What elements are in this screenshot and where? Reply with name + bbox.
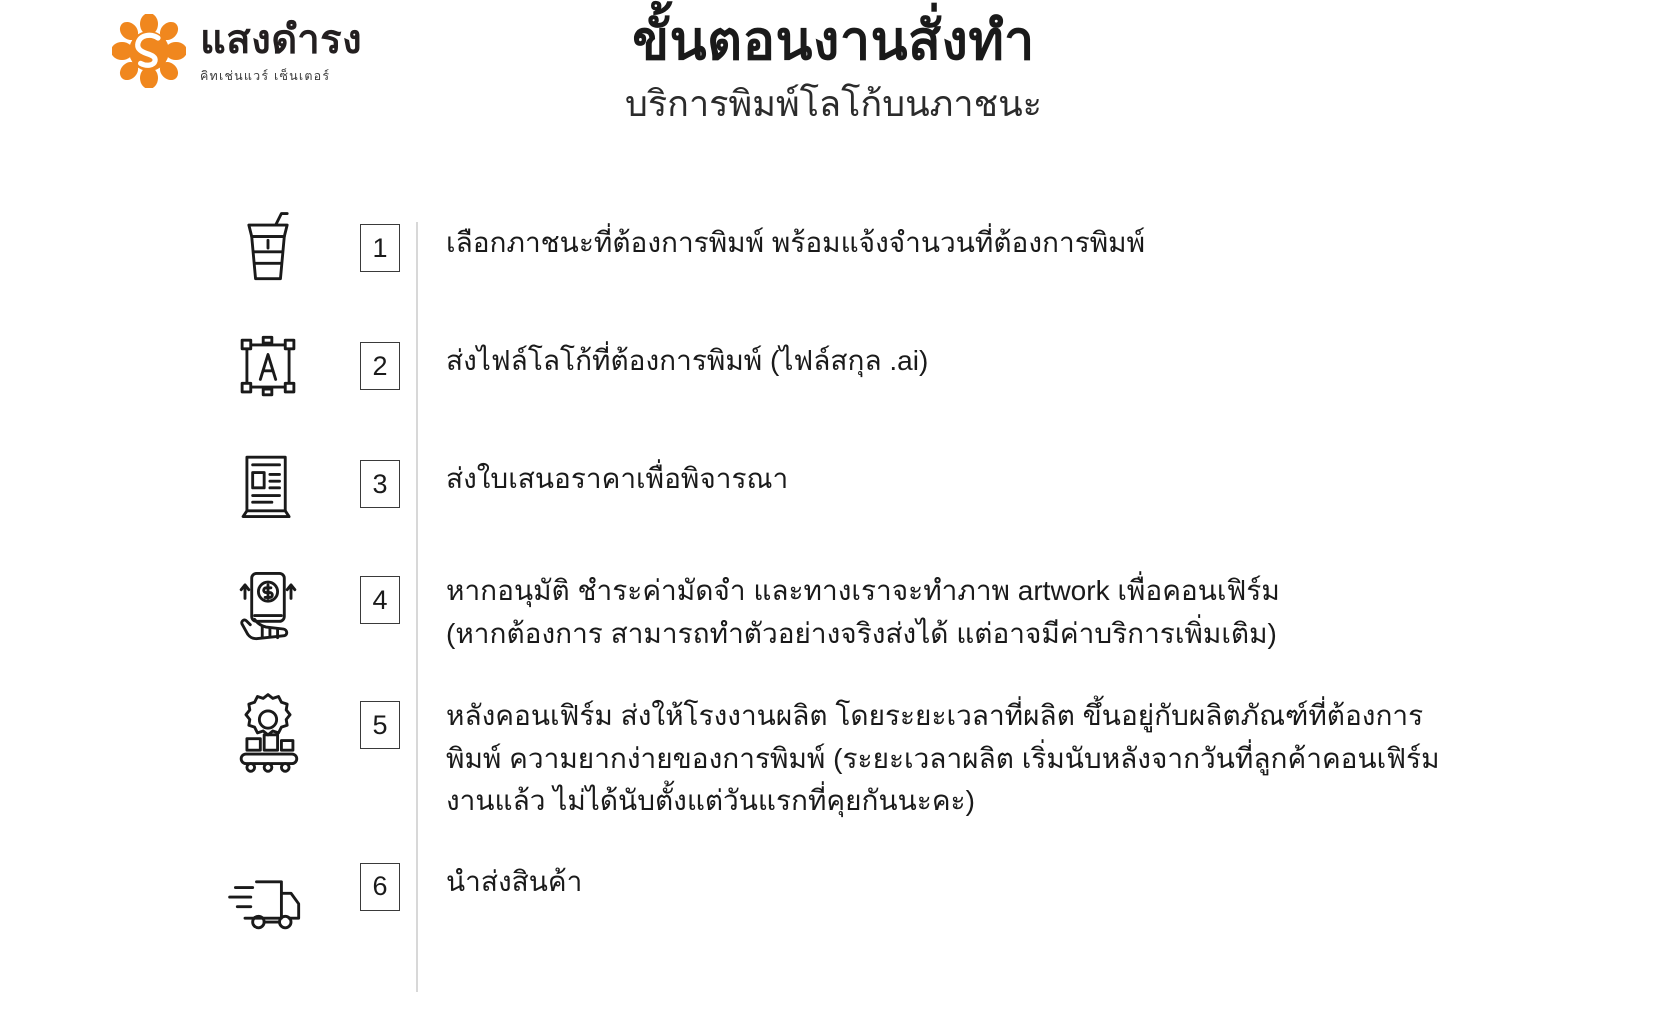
title-block — [0, 10, 1667, 125]
drink-cup-icon — [220, 200, 316, 296]
step-number-cell — [360, 849, 416, 911]
steps-timeline — [0, 178, 1667, 947]
step-number-cell — [360, 436, 416, 508]
page-header — [0, 0, 1667, 170]
step-number: 1 — [360, 224, 400, 272]
step-number-cell — [360, 200, 416, 272]
page-title: ขั้นตอนงานสั่งทำ — [632, 11, 1035, 71]
step-icon-cell — [0, 677, 360, 779]
step-text-line: งานแล้ว ไม่ได้นับตั้งแต่วันแรกที่คุยกันนะคะ) — [446, 785, 975, 817]
brand-name: แสงดำรง — [200, 18, 363, 62]
step-text-line: ส่งใบเสนอราคาเพื่อพิจารณา — [446, 463, 789, 494]
step-text — [416, 200, 1185, 265]
factory-production-icon — [220, 683, 316, 779]
step-text — [416, 552, 1320, 655]
step-text — [416, 677, 1480, 823]
step-number-cell — [360, 318, 416, 390]
step-text-line: เลือกภาชนะที่ต้องการพิมพ์ พร้อมแจ้งจำนวนที่ต้องการพิมพ์ — [446, 227, 1146, 258]
step-item — [0, 436, 1667, 532]
step-text — [416, 318, 968, 383]
step-number: 2 — [360, 342, 400, 390]
step-number: 5 — [360, 701, 400, 749]
step-item — [0, 552, 1667, 655]
step-icon-cell — [0, 436, 360, 532]
page-subtitle: บริการพิมพ์โลโก้บนภาชนะ — [624, 83, 1043, 125]
step-item — [0, 849, 1667, 947]
step-text — [416, 849, 622, 904]
brand-tagline: คิทเช่นแวร์ เซ็นเตอร์ — [200, 69, 331, 83]
step-number-cell — [360, 552, 416, 624]
step-number: 6 — [360, 863, 400, 911]
step-item — [0, 200, 1667, 296]
step-text-line: ส่งไฟล์โลโก้ที่ต้องการพิมพ์ (ไฟล์สกุล .ai) — [446, 345, 929, 376]
step-icon-cell — [0, 200, 360, 296]
step-icon-cell — [0, 318, 360, 414]
delivery-truck-icon — [220, 851, 316, 947]
step-item — [0, 677, 1667, 823]
step-text-line: (หากต้องการ สามารถทำตัวอย่างจริงส่งได้ แต่อาจมีค่าบริการเพิ่มเติม) — [446, 617, 1277, 649]
mobile-payment-icon — [220, 558, 316, 654]
quotation-document-icon — [220, 436, 316, 532]
step-icon-cell — [0, 849, 360, 947]
step-item — [0, 318, 1667, 414]
step-text — [416, 436, 828, 501]
step-text-line: นำส่งสินค้า — [446, 865, 583, 897]
step-number: 4 — [360, 576, 400, 624]
step-text-line: หลังคอนเฟิร์ม ส่งให้โรงงานผลิต โดยระยะเวลาที่ผลิต ขึ้นอยู่กับผลิตภัณฑ์ที่ต้องการ — [446, 700, 1424, 732]
step-number: 3 — [360, 460, 400, 508]
vector-artwork-file-icon — [220, 318, 316, 414]
step-text-line: หากอนุมัติ ชำระค่ามัดจำ และทางเราจะทำภาพ artwork เพื่อคอนเฟิร์ม — [446, 575, 1280, 606]
step-text-line: พิมพ์ ความยากง่ายของการพิมพ์ (ระยะเวลาผลิต เริ่มนับหลังจากวันที่ลูกค้าคอนเฟิร์ม — [446, 742, 1440, 774]
step-number-cell — [360, 677, 416, 749]
step-icon-cell — [0, 552, 360, 654]
